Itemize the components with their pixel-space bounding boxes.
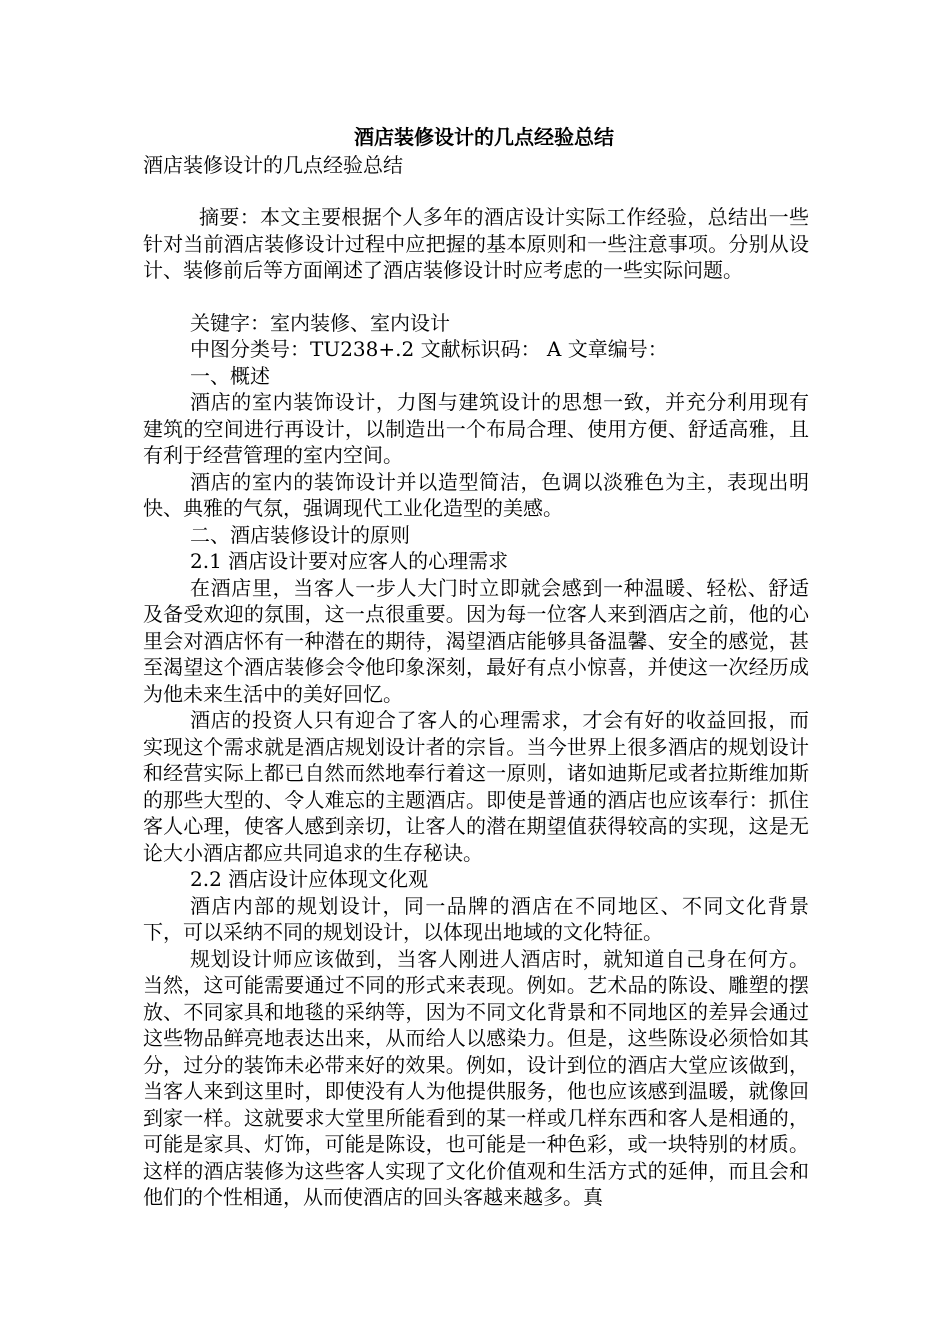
document-page xyxy=(143,122,809,1211)
metadata-block xyxy=(143,310,809,390)
classification-line: 中图分类号：TU238+.2 文献标识码： A 文章编号： xyxy=(190,337,668,361)
subsection-heading-2-1: 2.1 酒店设计要对应客人的心理需求 xyxy=(190,549,509,573)
document-subtitle: 酒店装修设计的几点经验总结 xyxy=(143,153,403,177)
document-title: 酒店装修设计的几点经验总结 xyxy=(354,125,614,149)
body-paragraph: 酒店的室内装饰设计，力图与建筑设计的思想一致，并充分利用现有建筑的空间进行再设计，以制造出一个布局合理、使用方便、舒适高雅，且有利于经营管理的室内空间。 xyxy=(143,390,809,467)
body-paragraph: 在酒店里，当客人一步人大门时立即就会感到一种温暖、轻松、舒适及备受欢迎的氛围，这一点很重要。因为每一位客人来到酒店之前，他的心里会对酒店怀有一种潜在的期待，渴望酒店能够具备温馨、安全的感觉，甚至渴望这个酒店装修会令他印象深刻，最好有点小惊喜，并使这一次经历成为他未来生活中的美好回忆。 xyxy=(143,575,809,706)
body-paragraph: 规划设计师应该做到，当客人刚进人酒店时，就知道自己身在何方。当然，这可能需要通过不同的形式来表现。例如。艺术品的陈设、雕塑的摆放、不同家具和地毯的采纳等，因为不同文化背景和不同地区的差异会通过这些物品鲜亮地表达出来，从而给人以感染力。但是，这些陈设必须恰如其分，过分的装饰未必带来好的效果。例如，设计到位的酒店大堂应该做到，当客人来到这里时，即使没有人为他提供服务，他也应该感到温暖，就像回到家一样。这就要求大堂里所能看到的某一样或几样东西和客人是相通的，可能是家具、灯饰，可能是陈设，也可能是一种色彩，或一块特别的材质。这样的酒店装修为这些客人实现了文化价值观和生活方式的延伸，而且会和他们的个性相通，从而使酒店的回头客越来越多。真 xyxy=(143,946,809,1209)
body-paragraph: 酒店的室内的装饰设计并以造型简洁，色调以淡雅色为主，表现出明快、典雅的气氛，强调现代工业化造型的美感。 xyxy=(143,469,809,520)
section-heading-principles: 二、酒店装修设计的原则 xyxy=(190,522,410,547)
keywords-line: 关键字：室内装修、室内设计 xyxy=(190,310,450,335)
body-paragraph: 酒店的投资人只有迎合了客人的心理需求，才会有好的收益回报，而实现这个需求就是酒店规划设计者的宗旨。当今世界上很多酒店的规划设计和经营实际上都已自然而然地奉行着这一原则，诸如迪斯尼或者拉斯维加斯的那些大型的、令人难忘的主题酒店。即使是普通的酒店也应该奉行：抓住客人心理，使客人感到亲切，让客人的潜在期望值获得较高的实现，这是无论大小酒店都应共同追求的生存秘诀。 xyxy=(143,708,809,865)
abstract-paragraph: 摘要：本文主要根据个人多年的酒店设计实际工作经验，总结出一些针对当前酒店装修设计过程中应把握的基本原则和一些注意事项。分别从设计、装修前后等方面阐述了酒店装修设计时应考虑的一些实际问题。 xyxy=(143,205,809,282)
subsection-heading-2-2: 2.2 酒店设计应体现文化观 xyxy=(190,867,429,891)
section-heading-overview: 一、概述 xyxy=(190,363,270,388)
body-paragraph: 酒店内部的规划设计，同一品牌的酒店在不同地区、不同文化背景下，可以采纳不同的规划设计，以体现出地域的文化特征。 xyxy=(143,893,809,944)
